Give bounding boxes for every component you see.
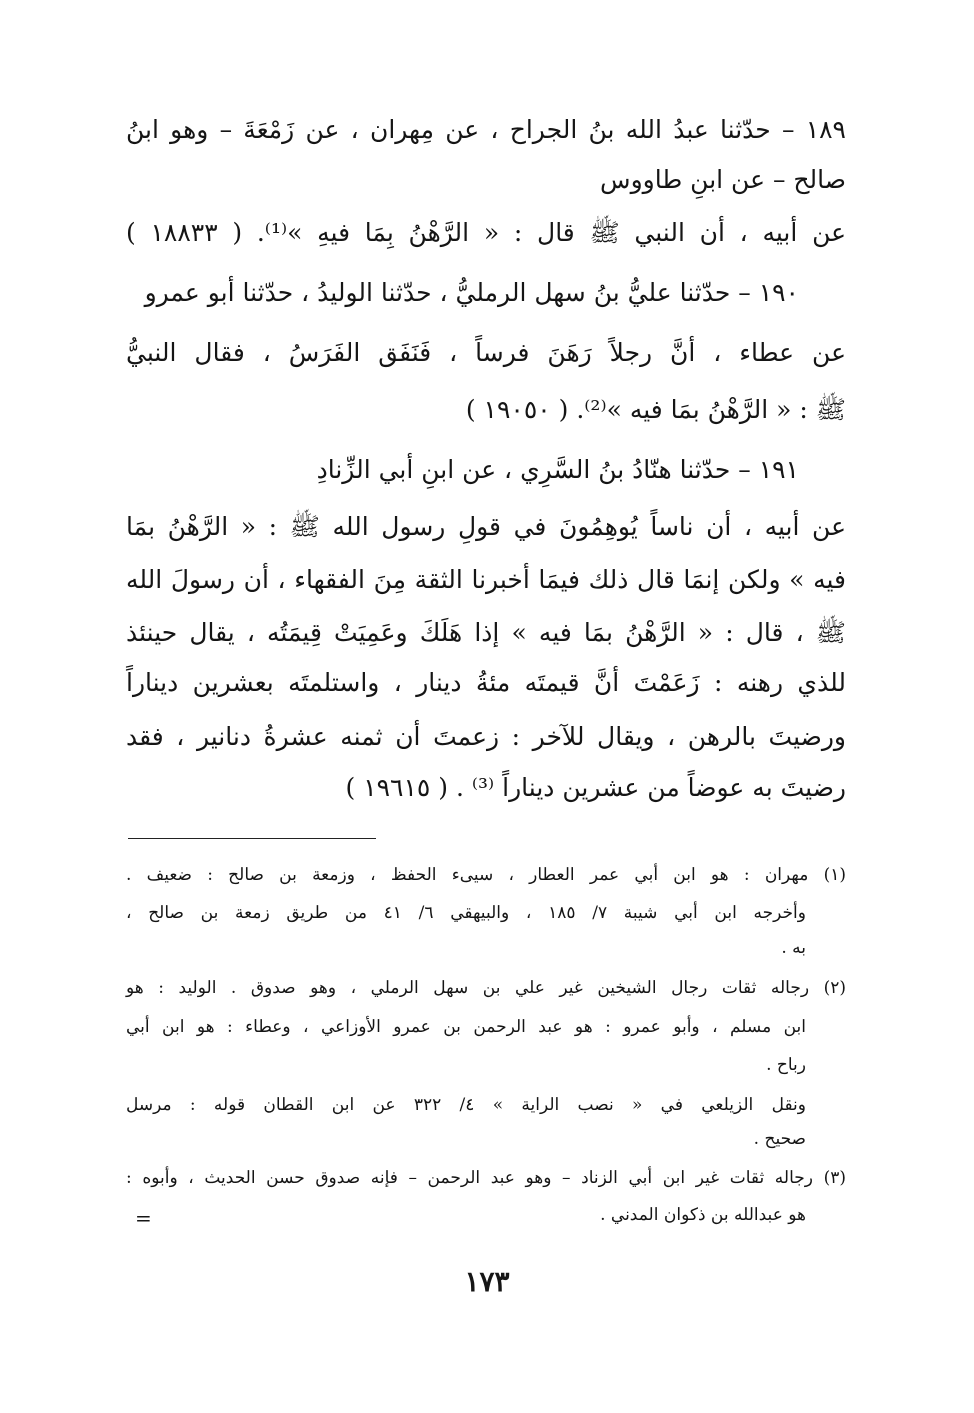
hadith-191-line-2: عن أبيه ، أن ناساً يُوهِمُونَ في قولِ رسول الله ﷺ : « الرَّهْنُ بمَا <box>126 512 846 541</box>
footnote-2-line-1: (٢) رجاله ثقات رجال الشيخين غير علي بن سهل الرملي ، وهو صدوق . الوليد : هو <box>126 978 846 998</box>
hadith-190-line-1: ١٩٠ – حدّثنا عليُّ بنُ سهل الرمليُّ ، حدّثنا الوليدُ ، حدّثنا أبو عمرو <box>144 278 799 307</box>
footnote-rule <box>128 838 376 839</box>
hadith-189-line-1: ١٨٩ – حدّثنا عبدُ الله بنُ الجراح ، عن مِهران ، عن زَمْعَةَ – وهو ابنُ <box>126 115 846 144</box>
continuation-mark: = <box>135 1206 152 1230</box>
hadith-191-line-7: رضيتَ به عوضاً من عشرين ديناراً ⁽³⁾ . ( ١٩٦١٥ ) <box>345 773 846 802</box>
footnote-2-line-2: ابن مسلم ، وأبو عمرو : هو عبد الرحمن بن عمرو الأوزاعي ، وعطاء : هو ابن أبي <box>126 1017 806 1037</box>
footnote-2-line-3: رباح . <box>766 1055 806 1075</box>
footnote-1-line-2: وأخرجه ابن أبي شيبة ٧/ ١٨٥ ، والبيهقي ٦/ ٤١ من طريق زمعة بن صالح ، <box>126 903 806 923</box>
hadith-189-line-3: عن أبيه ، أن النبي ﷺ قال : « الرَّهْنُ بِمَا فيهِ »⁽¹⁾. ( ١٨٨٣٣ ) <box>126 218 847 247</box>
footnote-2-line-5: صحيح . <box>753 1129 806 1149</box>
hadith-190-line-3: ﷺ : « الرَّهْنُ بمَا فيه »⁽²⁾. ( ١٩٠٥٠ ) <box>465 395 846 424</box>
footnote-2-line-4: ونقل الزيلعي في « نصب الراية » ٤/ ٣٢٢ عن ابن القطان قوله : مرسل <box>126 1095 806 1115</box>
hadith-191-line-6: ورضيتَ بالرهن ، ويقال للآخر : زعمتَ أن ثمنه عشرةُ دنانير ، فقد <box>126 722 846 751</box>
hadith-190-line-2: عن عطاء ، أنَّ رجلاً رَهَنَ فرساً ، فَنَفَق الفَرَسُ ، فقال النبيُّ <box>126 338 846 367</box>
hadith-191-line-3: فيه » ولكن إنمَا قال ذلك فيمَا أخبرنا الثقة مِنَ الفقهاء ، أن رسولَ الله <box>126 565 846 594</box>
footnote-1-line-3: به . <box>781 938 806 958</box>
hadith-191-line-4: ﷺ ، قال : « الرَّهْنُ بمَا فيه » إذا هَلَكَ وعَمِيَتْ قِيمَتُه ، يقال حينئذ <box>126 618 846 647</box>
hadith-191-line-5: للذي رهنه : زَعَمْتَ أنَّ قيمتَه مئةُ دينار ، واستلمتَه بعشرين ديناراً <box>126 668 846 697</box>
footnote-1-line-1: (١) مهران : هو ابن أبي عمر العطار ، سيىء الحفظ ، وزمعة بن صالح : ضعيف . <box>126 865 846 885</box>
footnote-3-line-2: هو عبدالله بن ذكوان المدني . <box>600 1205 806 1225</box>
footnote-3-line-1: (٣) رجاله ثقات غير ابن أبي الزناد – وهو عبد الرحمن – فإنه صدوق حسن الحديث ، وأبوه : <box>126 1168 846 1188</box>
hadith-191-line-1: ١٩١ – حدّثنا هنّادُ بنُ السَّرِي ، عن ابنِ أبي الزِّنادِ <box>316 455 799 484</box>
page-number: ١٧٣ <box>464 1265 510 1298</box>
hadith-189-line-2: صالح – عن ابنِ طاووس <box>600 165 846 194</box>
